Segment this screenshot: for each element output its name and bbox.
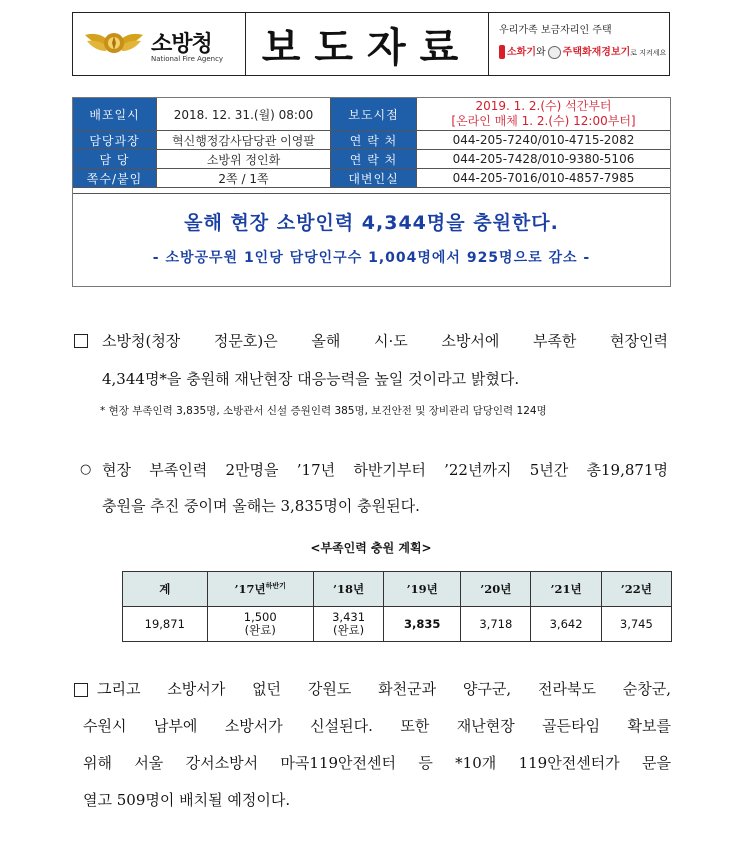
paragraph-3-line2: 수원시 남부에 소방서가 신설된다. 또한 재난현장 골든타임 확보를 — [83, 717, 671, 735]
slogan-line2 — [499, 43, 666, 59]
contact-staff: 044-205-7428/010-9380-5106 — [417, 150, 670, 169]
plan-header-2021: ’21년 — [531, 572, 601, 607]
paragraph-3-line1: 그리고 소방서가 없던 강원도 화천군과 양구군, 전라북도 순창군, — [97, 680, 671, 698]
slogan-line1: 우리가족 보금자리인 주택 — [499, 25, 612, 36]
plan-cell-2020 — [461, 607, 531, 642]
org-name-en: National Fire Agency — [151, 55, 224, 63]
section-checkbox-1 — [74, 334, 88, 348]
plan-cell-2017-value: 1,500 — [243, 610, 277, 624]
plan-cell-2019-value: 3,835 — [403, 616, 441, 631]
slogan-area — [489, 13, 669, 75]
doc-type-title: 보도자료 — [261, 23, 473, 71]
plan-table — [122, 571, 672, 642]
label-staff: 담 당 — [73, 150, 157, 169]
org-name: 소방청 — [151, 32, 212, 57]
plan-cell-total — [123, 607, 208, 642]
pages: 2쪽 / 1쪽 — [157, 169, 331, 188]
plan-header-2022: ’22년 — [601, 572, 671, 607]
manager: 혁신행정감사담당관 이영팔 — [157, 131, 331, 150]
press-banner — [72, 12, 670, 76]
plan-cell-2018 — [313, 607, 383, 642]
plan-cell-2022-value: 3,745 — [619, 616, 653, 631]
label-spokesperson: 대변인실 — [331, 169, 417, 188]
plan-header-2017 — [207, 572, 313, 607]
paragraph-3-line4: 열고 509명이 배치될 예정이다. — [83, 791, 291, 809]
contact-spokesperson: 044-205-7016/010-4857-7985 — [417, 169, 670, 188]
label-embargo: 보도시점 — [331, 98, 417, 131]
staff: 소방위 정인화 — [157, 150, 331, 169]
label-manager: 담당과장 — [73, 131, 157, 150]
label-contact-staff: 연 락 처 — [331, 150, 417, 169]
paragraph-3-line3: 위해 서울 강서소방서 마곡119안전센터 등 *10개 119안전센터가 문을 — [83, 754, 671, 772]
release-date: 2018. 12. 31.(월) 08:00 — [157, 98, 331, 131]
slogan-end: 로 지켜세요 — [630, 49, 667, 57]
footnote: * 현장 부족인력 3,835명, 소방관서 신설 증원인력 385명, 보건안전 및 장비관리 담당인력 124명 — [100, 405, 547, 417]
paragraph-2-line1: 현장 부족인력 2만명을 ’17년 하반기부터 ’22년까지 5년간 총19,871명 — [102, 461, 668, 479]
doc-type-area — [246, 13, 489, 75]
plan-cell-2018-value: 3,431 — [332, 610, 366, 624]
plan-table-row — [123, 607, 672, 642]
release-info-box — [72, 97, 671, 287]
plan-table-title: <부족인력 충원 계획> — [310, 541, 432, 555]
plan-header-2017-sup: 하반기 — [265, 581, 286, 591]
paragraph-1-line1: 소방청(청장 정문호)은 올해 시·도 소방서에 부족한 현장인력 — [102, 332, 668, 350]
release-info-grid — [73, 98, 670, 188]
plan-cell-2018-status: (완료) — [332, 623, 365, 637]
headline: 올해 현장 소방인력 4,344명을 충원한다. — [184, 212, 559, 234]
section-checkbox-2 — [74, 683, 88, 697]
plan-cell-2017 — [207, 607, 313, 642]
embargo-time-line1: 2019. 1. 2.(수) 석간부터 — [475, 99, 612, 113]
subheadline: - 소방공무원 1인당 담당인구수 1,004명에서 925명으로 감소 - — [152, 250, 591, 266]
bullet-marker: ○ — [80, 462, 92, 477]
plan-cell-2017-status: (완료) — [244, 623, 276, 637]
plan-header-2020: ’20년 — [461, 572, 531, 607]
slogan-extinguisher: 소화기 — [507, 47, 536, 58]
plan-header-total: 계 — [123, 572, 208, 607]
plan-table-header-row — [123, 572, 672, 607]
plan-cell-2020-value: 3,718 — [479, 616, 513, 631]
slogan-detector: 주택화재경보기 — [562, 47, 631, 58]
plan-header-2019: ’19년 — [384, 572, 461, 607]
fire-agency-emblem-icon — [83, 25, 145, 61]
contact-manager: 044-205-7240/010-4715-2082 — [417, 131, 670, 150]
headline-area — [73, 193, 670, 286]
embargo-time-line2: [온라인 매체 1. 2.(수) 12:00부터] — [451, 114, 636, 128]
embargo-time — [417, 98, 670, 131]
paragraph-2-line2: 충원을 추진 중이며 올해는 3,835명이 충원된다. — [102, 497, 420, 515]
plan-cell-total-value: 19,871 — [144, 616, 185, 631]
plan-cell-2021 — [531, 607, 601, 642]
fire-extinguisher-icon — [499, 45, 505, 59]
label-release-date: 배포일시 — [73, 98, 157, 131]
label-contact-manager: 연 락 처 — [331, 131, 417, 150]
plan-header-2017-label: ’17년 — [234, 582, 266, 596]
paragraph-1-line2: 4,344명*을 충원해 재난현장 대응능력을 높일 것이라고 밝혔다. — [102, 370, 520, 388]
plan-header-2018: ’18년 — [313, 572, 383, 607]
smoke-detector-icon — [548, 46, 561, 59]
label-pages: 쪽수/붙임 — [73, 169, 157, 188]
plan-cell-2021-value: 3,642 — [549, 616, 583, 631]
slogan-and: 와 — [535, 47, 546, 58]
plan-cell-2019 — [384, 607, 461, 642]
plan-cell-2022 — [601, 607, 671, 642]
org-logo-area — [73, 13, 246, 75]
